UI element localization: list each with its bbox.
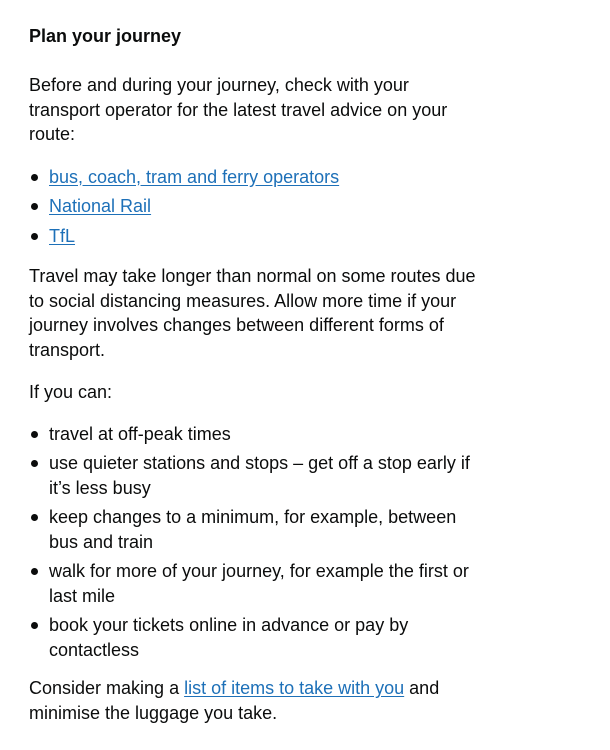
- travel-tips-list: [29, 422, 481, 663]
- closing-text-after: and minimise the luggage you take.: [29, 678, 440, 723]
- list-item: [29, 194, 481, 219]
- items-to-take-link[interactable]: list of items to take with you: [184, 678, 405, 698]
- bus-coach-tram-ferry-link[interactable]: bus, coach, tram and ferry operators: [49, 166, 340, 187]
- operator-links-list: [29, 165, 481, 249]
- if-you-can-paragraph: If you can:: [29, 382, 113, 402]
- travel-note-paragraph: Travel may take longer than normal on some routes due to social distancing measures. Allow more time if your journey involves changes between different forms of transport.: [29, 266, 476, 360]
- list-item: use quieter stations and stops – get off a stop early if it’s less busy: [29, 451, 481, 500]
- section-heading: Plan your journey: [29, 26, 182, 46]
- list-item: [29, 224, 481, 249]
- national-rail-link[interactable]: National Rail: [49, 196, 152, 216]
- closing-text-before: Consider making a: [29, 678, 185, 698]
- list-item: book your tickets online in advance or pay by contactless: [29, 613, 481, 662]
- intro-paragraph: Before and during your journey, check with your transport operator for the latest travel advice on your route:: [29, 75, 448, 144]
- list-item: keep changes to a minimum, for example, between bus and train: [29, 505, 481, 554]
- closing-paragraph: [29, 676, 481, 725]
- list-item: [29, 165, 481, 190]
- list-item: walk for more of your journey, for example the first or last mile: [29, 559, 481, 608]
- tfl-link[interactable]: TfL: [49, 225, 76, 246]
- list-item: travel at off-peak times: [29, 422, 481, 447]
